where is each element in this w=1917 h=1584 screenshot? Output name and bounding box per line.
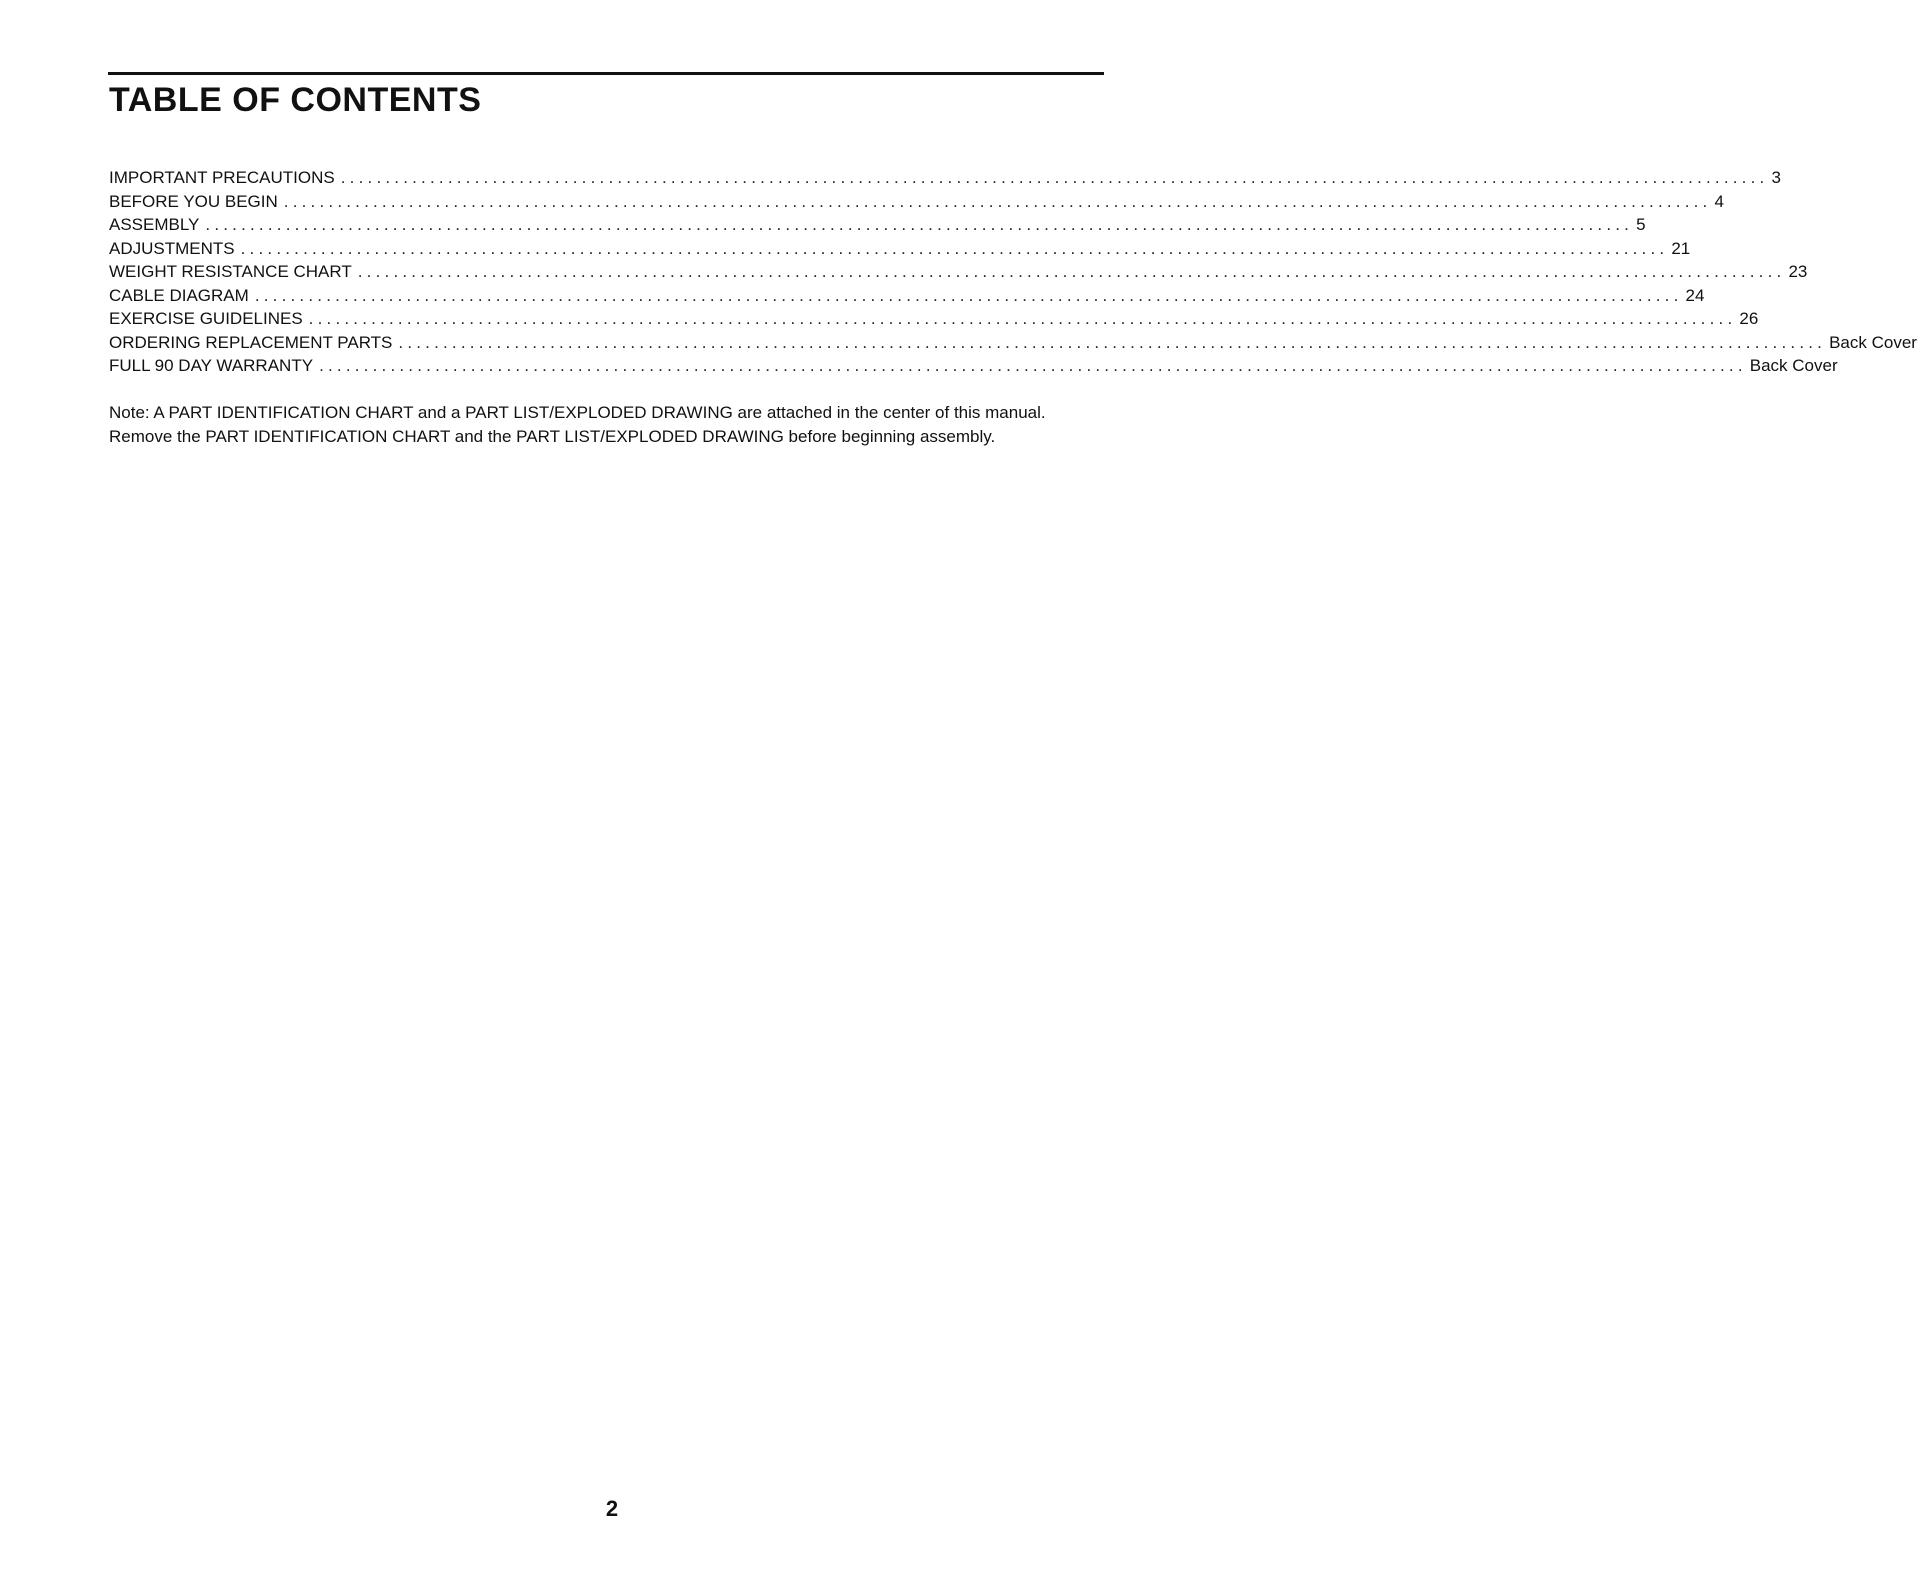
assembly-note: Note: A PART IDENTIFICATION CHART and a PART LIST/EXPLODED DRAWING are attached in the center of this manual. Remove the PART IDENTIFICATION CHART and the PART LIST/EXPLODED DRAWING before beginning assembly. (109, 403, 1046, 446)
toc-entry[interactable] (109, 190, 1724, 214)
table-of-contents (109, 166, 1917, 378)
toc-entry-page: 21 (1671, 238, 1691, 258)
dot-leader: ................................................................................................................................................................ (398, 332, 1827, 352)
toc-entry-page: 5 (1636, 215, 1646, 234)
page-number: 2 (605, 1496, 619, 1521)
toc-entry[interactable] (109, 284, 1705, 308)
toc-entry[interactable] (109, 307, 1759, 331)
toc-entry-page: Back Cover (1749, 356, 1838, 375)
toc-entry[interactable] (109, 166, 1781, 190)
dot-leader: ................................................................................................................................................................ (308, 309, 1737, 328)
toc-entry-page: 23 (1788, 262, 1808, 281)
toc-entry-page: Back Cover (1829, 332, 1917, 352)
dot-leader: ................................................................................................................................................................ (254, 285, 1683, 305)
toc-entry-label: BEFORE YOU BEGIN (109, 191, 278, 211)
dot-leader: ................................................................................................................................................................ (283, 191, 1712, 211)
toc-entry-page: 26 (1739, 309, 1759, 328)
toc-entry-label: ASSEMBLY (109, 215, 200, 234)
dot-leader: ................................................................................................................................................................ (205, 215, 1634, 234)
dot-leader: ................................................................................................................................................................ (319, 356, 1747, 375)
toc-entry[interactable] (109, 237, 1691, 261)
toc-entry-page: 3 (1771, 168, 1781, 187)
toc-entry[interactable] (109, 213, 1646, 237)
dot-leader: ................................................................................................................................................................ (340, 168, 1769, 187)
toc-entry-page: 24 (1685, 285, 1705, 305)
toc-entry[interactable] (109, 331, 1917, 355)
dot-leader: ................................................................................................................................................................ (357, 262, 1786, 281)
header-rule (108, 72, 1104, 75)
toc-entry-label: ADJUSTMENTS (109, 238, 235, 258)
toc-entry[interactable] (109, 260, 1808, 284)
toc-entry-label: ORDERING REPLACEMENT PARTS (109, 332, 393, 352)
toc-entry-label: EXERCISE GUIDELINES (109, 309, 303, 328)
toc-entry-page: 4 (1714, 191, 1724, 211)
toc-entry-label: IMPORTANT PRECAUTIONS (109, 168, 335, 187)
toc-entry-label: WEIGHT RESISTANCE CHART (109, 262, 352, 281)
toc-entry-label: CABLE DIAGRAM (109, 285, 249, 305)
page-title: TABLE OF CONTENTS (109, 81, 482, 119)
toc-entry[interactable] (109, 354, 1838, 378)
toc-entry-label: FULL 90 DAY WARRANTY (109, 356, 314, 375)
dot-leader: ................................................................................................................................................................ (240, 238, 1669, 258)
